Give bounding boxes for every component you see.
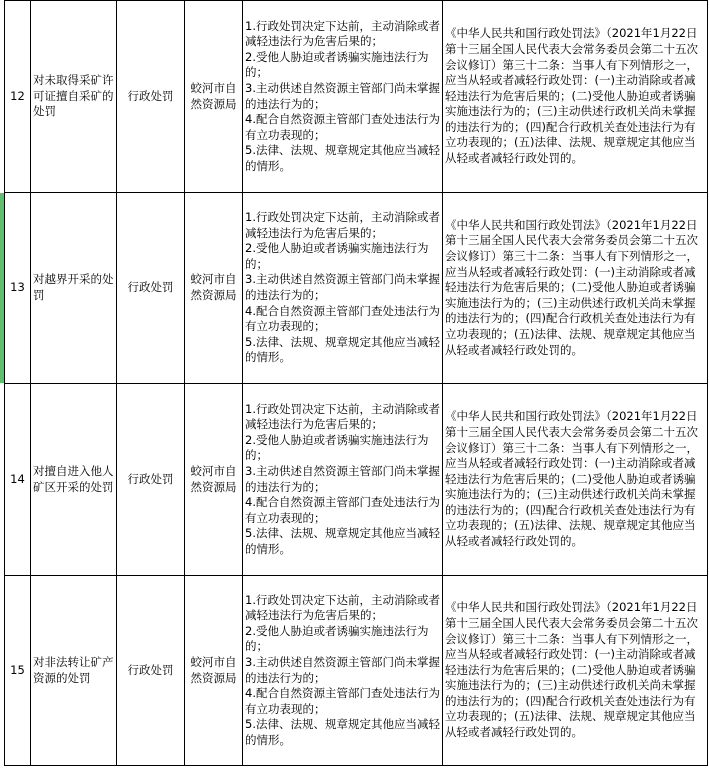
row-number: 12: [5, 1, 31, 193]
table-row[interactable]: [5, 1, 708, 193]
condition-line: 5.法律、法规、规章规定其他应当减轻的情形。: [245, 334, 440, 365]
item-name: 对未取得采矿许可证擅自采矿的处罚: [31, 1, 117, 193]
department: 蛟河市自然资源局: [185, 576, 243, 766]
legal-basis: 《中华人民共和国行政处罚法》（2021年1月22日第十三届全国人民代表大会常务委员会第二十五次会议修订）第三十二条：当事人有下列情形之一，应当从轻或者减轻行政处罚：(一)主动消除或者减轻违法行为危害后果的；(二)受他人胁迫或者诱骗实施违法行为的；(三)主动供述行政机关尚未掌握的违法行为的；(四)配合行政机关查处违法行为有立功表现的；(五)法律、法规、规章规定其他应当从轻或者减轻行政处罚的。: [443, 384, 708, 576]
condition-line: 4.配合自然资源主管部门查处违法行为有立功表现的；: [245, 495, 440, 525]
condition-line: 2.受他人胁迫或者诱骗实施违法行为的；: [245, 623, 429, 654]
condition-line: 3.主动供述自然资源主管部门尚未掌握的违法行为的；: [245, 80, 440, 111]
item-name: 对非法转让矿产资源的处罚: [31, 576, 117, 766]
condition-line: 4.配合自然资源主管部门查处违法行为有立功表现的；: [245, 112, 440, 142]
item-type: 行政处罚: [117, 1, 185, 193]
condition-line: 1.行政处罚决定下达前，主动消除或者减轻违法行为危害后果的；: [245, 401, 440, 432]
row-number: 13: [5, 193, 31, 384]
table-row[interactable]: [5, 384, 708, 576]
condition-line: 5.法律、法规、规章规定其他应当减轻的情形。: [245, 526, 440, 556]
department: 蛟河市自然资源局: [185, 193, 243, 384]
table-row[interactable]: [5, 576, 708, 766]
item-type: 行政处罚: [117, 193, 185, 384]
condition-line: 2.受他人胁迫或者诱骗实施违法行为的；: [245, 432, 429, 463]
row-number: 15: [5, 576, 31, 766]
condition-line: 2.受他人胁迫或者诱骗实施违法行为的；: [245, 49, 429, 80]
condition-line: 3.主动供述自然资源主管部门尚未掌握的违法行为的；: [245, 272, 440, 302]
condition-line: 1.行政处罚决定下达前，主动消除或者减轻违法行为危害后果的；: [245, 210, 440, 240]
condition-line: 4.配合自然资源主管部门查处违法行为有立功表现的；: [245, 303, 440, 334]
item-name: 对越界开采的处罚: [31, 193, 117, 384]
table-row[interactable]: [5, 193, 708, 384]
row-number: 14: [5, 384, 31, 576]
condition-line: 3.主动供述自然资源主管部门尚未掌握的违法行为的；: [245, 463, 440, 494]
condition-line: 1.行政处罚决定下达前，主动消除或者减轻违法行为危害后果的；: [245, 18, 440, 49]
department: 蛟河市自然资源局: [185, 384, 243, 576]
item-type: 行政处罚: [117, 384, 185, 576]
legal-basis: 《中华人民共和国行政处罚法》（2021年1月22日第十三届全国人民代表大会常务委员会第二十五次会议修订）第三十二条：当事人有下列情形之一，应当从轻或者减轻行政处罚：(一)主动消除或者减轻违法行为危害后果的；(二)受他人胁迫或者诱骗实施违法行为的；(三)主动供述行政机关尚未掌握的违法行为的；(四)配合行政机关查处违法行为有立功表现的；(五)法律、法规、规章规定其他应当从轻或者减轻行政处罚的。: [443, 1, 708, 193]
department: 蛟河市自然资源局: [185, 1, 243, 193]
item-name: 对擅自进入他人矿区开采的处罚: [31, 384, 117, 576]
conditions-cell: [243, 193, 443, 384]
conditions-cell: [243, 1, 443, 193]
conditions-cell: [243, 384, 443, 576]
condition-line: 4.配合自然资源主管部门查处违法行为有立功表现的；: [245, 686, 440, 716]
conditions-cell: [243, 576, 443, 766]
condition-line: 1.行政处罚决定下达前，主动消除或者减轻违法行为危害后果的；: [245, 592, 440, 623]
condition-line: 5.法律、法规、规章规定其他应当减轻的情形。: [245, 717, 440, 747]
legal-basis: 《中华人民共和国行政处罚法》（2021年1月22日第十三届全国人民代表大会常务委员会第二十五次会议修订）第三十二条：当事人有下列情形之一，应当从轻或者减轻行政处罚：(一)主动消除或者减轻违法行为危害后果的；(二)受他人胁迫或者诱骗实施违法行为的；(三)主动供述行政机关尚未掌握的违法行为的；(四)配合行政机关查处违法行为有立功表现的；(五)法律、法规、规章规定其他应当从轻或者减轻行政处罚的。: [443, 576, 708, 766]
condition-line: 3.主动供述自然资源主管部门尚未掌握的违法行为的；: [245, 654, 440, 685]
condition-line: 5.法律、法规、规章规定其他应当减轻的情形。: [245, 143, 440, 173]
item-type: 行政处罚: [117, 576, 185, 766]
condition-line: 2.受他人胁迫或者诱骗实施违法行为的；: [245, 241, 429, 271]
legal-basis: 《中华人民共和国行政处罚法》（2021年1月22日第十三届全国人民代表大会常务委员会第二十五次会议修订）第三十二条：当事人有下列情形之一，应当从轻或者减轻行政处罚：(一)主动消除或者减轻违法行为危害后果的；(二)受他人胁迫或者诱骗实施违法行为的；(三)主动供述行政机关尚未掌握的违法行为的；(四)配合行政机关查处违法行为有立功表现的；(五)法律、法规、规章规定其他应当从轻或者减轻行政处罚的。: [443, 193, 708, 384]
penalty-table: [4, 0, 708, 766]
